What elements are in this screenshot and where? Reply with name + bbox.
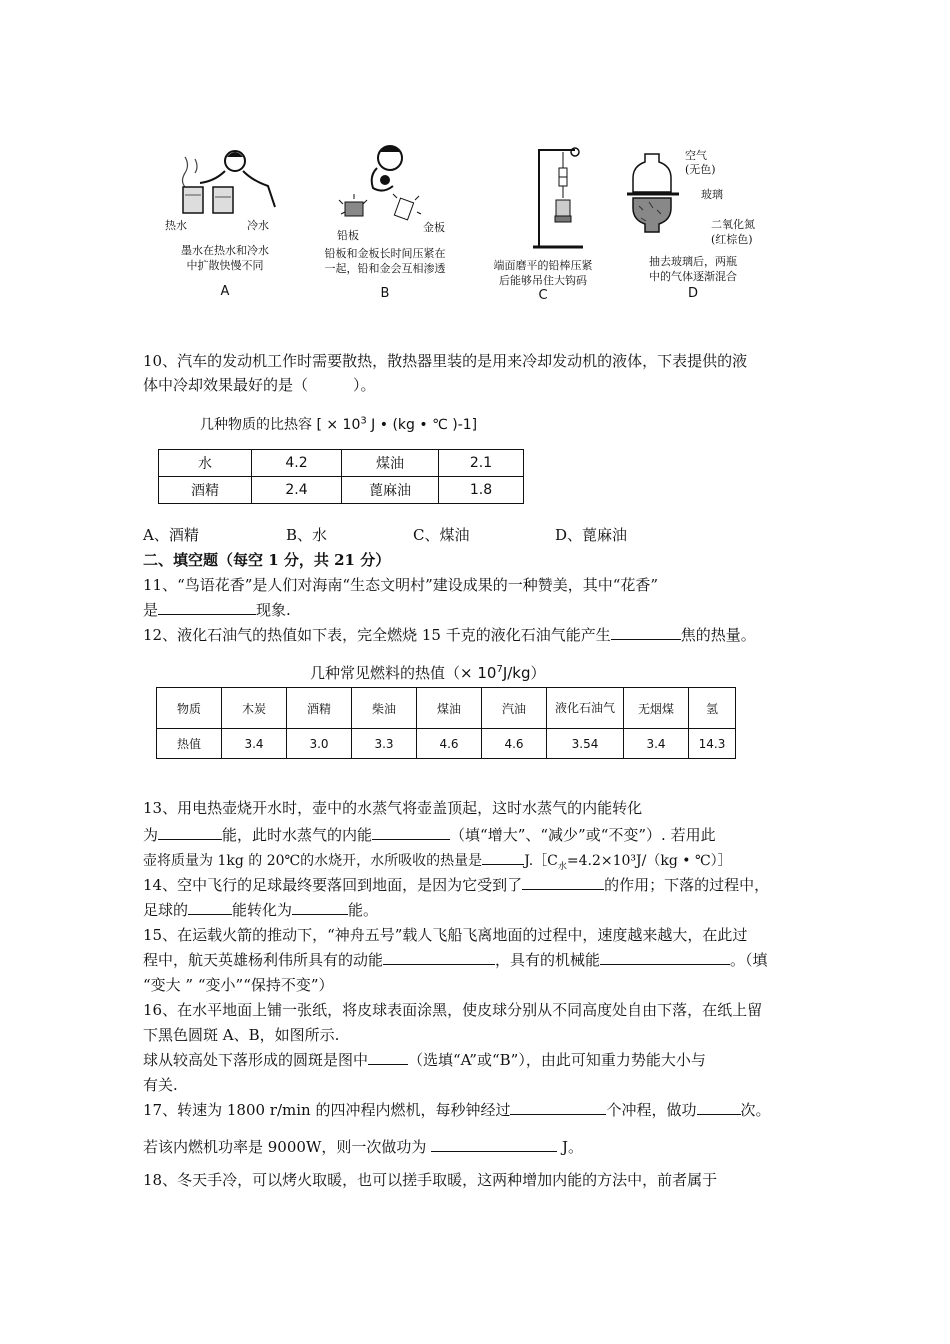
lead-rods-stand-illustration [503,142,593,252]
q14-blank-1[interactable] [522,875,604,890]
fuel-heat-value-table [156,687,736,759]
no2-color-label: (红棕色) [711,233,753,246]
table-cell: 3.4 [222,729,287,759]
figure-b-letter: B [380,286,390,301]
specific-heat-table [158,449,524,504]
q12-table-title: 几种常见燃料的热值（× $10^7J/kg$） [310,664,546,682]
figure-b-caption-2: 一起，铅和金会互相渗透 [324,262,446,275]
q15-blank-2[interactable] [600,950,730,965]
air-label: 空气 [685,149,707,162]
table-header: 物质 [157,688,222,729]
q17-line-2: 若该内燃机功率是 9000W，则一次做功为 J。 [143,1138,583,1156]
table-header: 煤油 [417,688,482,729]
q14-line-1: 14、空中飞行的足球最终要落回到地面，是因为它受到了 的作用；下落的过程中， [143,876,770,894]
glass-label: 玻璃 [701,188,723,201]
air-colorless-label: (无色) [685,163,716,176]
figure-d [623,142,763,307]
table-header: 氢 [689,688,736,729]
figure-c-caption-2: 后能够吊住大钩码 [499,274,587,287]
table-cell: 3.54 [547,729,624,759]
table-cell: 14.3 [689,729,736,759]
q13-blank-3[interactable] [482,850,524,865]
q17-blank-2[interactable] [697,1100,741,1115]
table-header: 酒精 [287,688,352,729]
q17-blank-1[interactable] [510,1100,606,1115]
q13-line-1: 13、用电热壶烧开水时，壶中的水蒸气将壶盖顶起，这时水蒸气的内能转化 [143,799,643,817]
table-row [159,450,524,477]
figure-d-letter: D [687,286,698,301]
cold-water-label: 冷水 [247,219,269,232]
table-cell: 4.2 [252,450,342,477]
q10-table-title: 几种物质的比热容 [ × $10^3$ J • (kg • ℃ )-1] [200,415,478,433]
q11-line-1: 11、“鸟语花香”是人们对海南“生态文明村”建设成果的一种赞美，其中“花香” [143,576,659,594]
table-header: 木炭 [222,688,287,729]
table-cell: 4.6 [482,729,547,759]
gold-plate-label: 金板 [423,221,445,234]
q15-line-3: “变大 ” “变小”“保持不变”） [143,976,334,994]
q10-option-d: D、蓖麻油 [555,526,628,544]
q12-blank[interactable] [611,625,681,640]
figure-a [155,142,295,307]
figure-b [315,142,455,307]
gas-bottles-illustration [625,150,685,250]
figure-d-caption-1: 抽去玻璃后，两瓶 [649,255,737,268]
figure-d-caption-2: 中的气体逐渐混合 [649,270,737,283]
q14-blank-3[interactable] [292,900,348,915]
section-2-heading: 二、填空题（每空 1 分，共 21 分） [143,551,391,569]
q10-line-2: 体中冷却效果最好的是（ ）。 [143,376,376,394]
table-header: 液化石油气 [547,688,624,729]
table-header: 柴油 [352,688,417,729]
lead-plate-label: 铅板 [337,229,359,242]
figure-a-caption-1: 墨水在热水和冷水 [181,244,269,257]
figure-a-caption-2: 中扩散快慢不同 [186,259,264,272]
q13-line-3: 壶将质量为 1kg 的 20℃的水烧开，水所吸收的热量是 $J.[C_水=4.2\times 10^3J/(kg$ • ℃）］ [143,850,732,877]
table-cell: 热值 [157,729,222,759]
figure-b-caption-1: 铅板和金板长时间压紧在 [324,247,446,260]
table-cell: 2.1 [439,450,524,477]
q14-blank-2[interactable] [188,900,232,915]
q14-line-2: 足球的 能转化为 能。 [143,901,379,919]
pressed-plates-illustration [335,142,435,232]
figure-c-letter: C [538,288,548,303]
q10-line-1: 10、汽车的发动机工作时需要散热，散热器里装的是用来冷却发动机的液体，下表提供的液 [143,352,748,370]
q13-line-2: 为 能，此时水蒸气的内能 （填“增大”、“减少”或“不变”）. 若用此 [143,826,716,844]
table-row [157,729,736,759]
table-row [157,688,736,729]
q16-line-1: 16、在水平地面上铺一张纸，将皮球表面涂黑，使皮球分别从不同高度处自由下落，在纸上留 [143,1001,763,1019]
q11-line-2: 是 现象. [143,601,291,619]
table-cell: 3.0 [287,729,352,759]
q17-blank-3[interactable] [431,1137,557,1152]
figure-a-letter: A [220,284,230,299]
table-cell: 3.4 [624,729,689,759]
q16-line-3: 球从较高处下落形成的圆斑是图中 （选填“A”或“B”），由此可知重力势能大小与 [143,1051,706,1069]
q15-blank-1[interactable] [383,950,495,965]
table-cell: 蓖麻油 [342,477,439,504]
q16-line-4: 有关. [143,1076,178,1094]
table-header: 无烟煤 [624,688,689,729]
q13-blank-2[interactable] [372,825,450,840]
table-cell: 2.4 [252,477,342,504]
table-cell: 4.6 [417,729,482,759]
diffusion-beakers-illustration [165,147,285,217]
figure-c [473,142,613,307]
q10-option-b: B、水 [286,526,328,544]
table-cell: 水 [159,450,252,477]
table-cell: 煤油 [342,450,439,477]
table-cell: 1.8 [439,477,524,504]
hot-water-label: 热水 [165,219,187,232]
q12-line-1: 12、液化石油气的热值如下表，完全燃烧 15 千克的液化石油气能产生 焦的热量。 [143,626,756,644]
q13-blank-1[interactable] [158,825,222,840]
table-cell: 酒精 [159,477,252,504]
q10-option-a: A、酒精 [143,526,199,544]
no2-label: 二氧化氮 [711,218,755,231]
q17-line-1: 17、转速为 1800 r/min 的四冲程内燃机，每秒钟经过 个冲程，做功 次。 [143,1101,771,1119]
q15-line-2: 程中，航天英雄杨利伟所具有的动能 ，具有的机械能 。（填 [143,951,768,969]
q10-option-c: C、煤油 [413,526,470,544]
q18-line-1: 18、冬天手冷，可以烤火取暖，也可以搓手取暖，这两种增加内能的方法中，前者属于 [143,1171,718,1189]
table-header: 汽油 [482,688,547,729]
table-row [159,477,524,504]
q15-line-1: 15、在运载火箭的推动下，“神舟五号”载人飞船飞离地面的过程中，速度越来越大，在此过 [143,926,748,944]
table-cell: 3.3 [352,729,417,759]
q16-blank[interactable] [368,1050,408,1065]
figure-c-caption-1: 端面磨平的铅棒压紧 [493,259,593,272]
q11-blank[interactable] [158,600,256,615]
q16-line-2: 下黑色圆斑 A、B，如图所示. [143,1026,340,1044]
